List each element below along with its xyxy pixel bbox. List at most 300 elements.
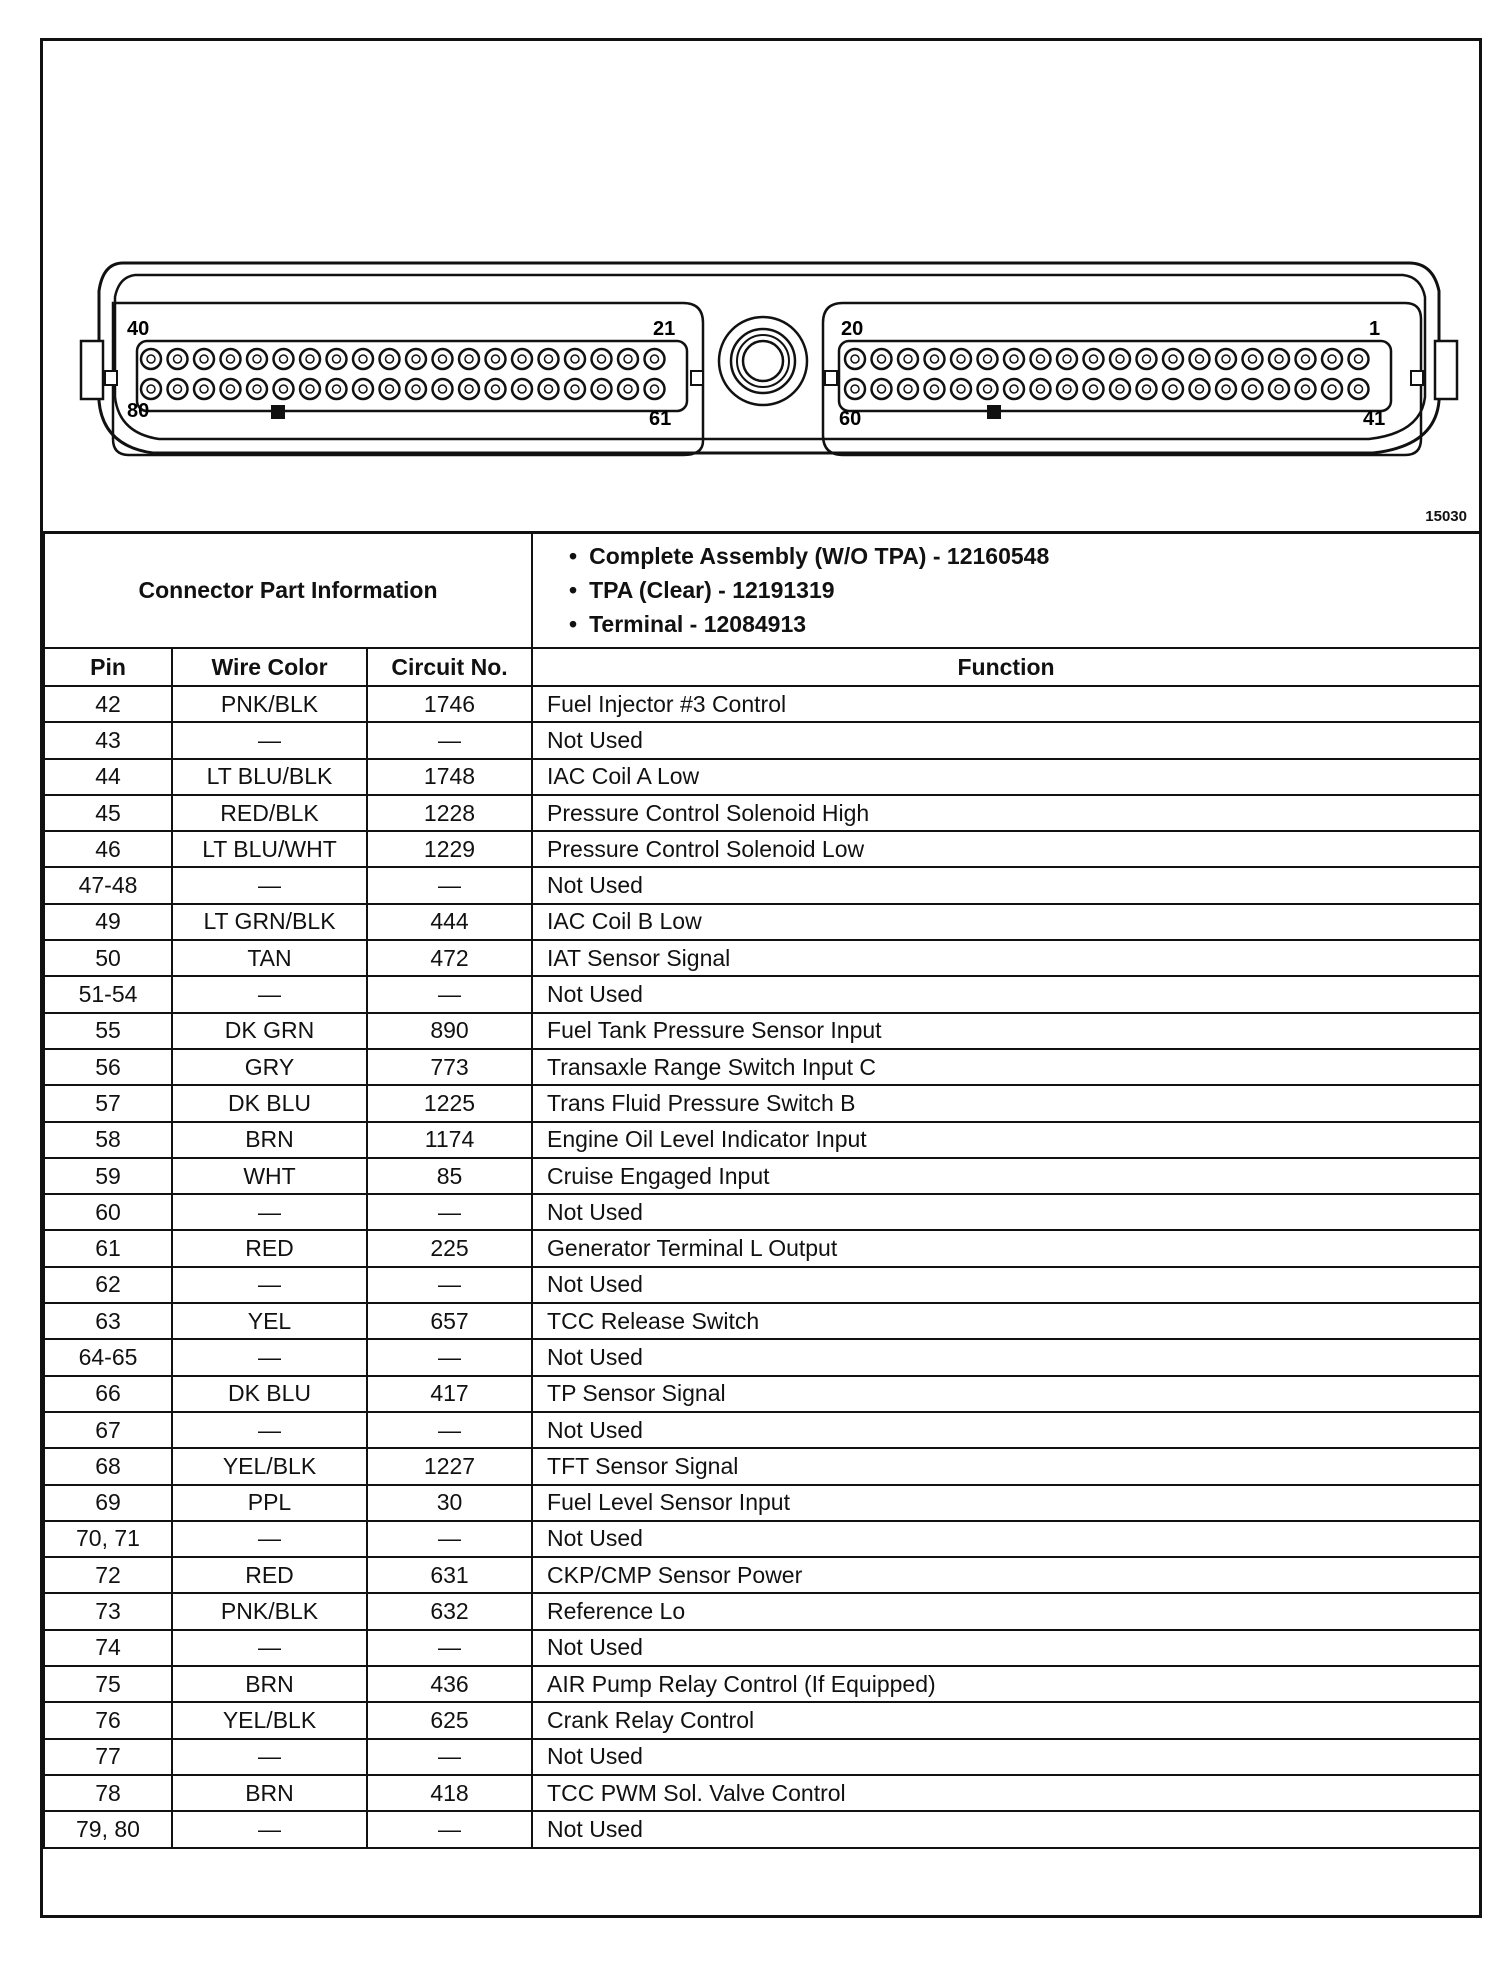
pin-hole-center (904, 385, 912, 393)
table-row (44, 1811, 1480, 1847)
pin-hole (565, 349, 585, 369)
cell-circuit: — (367, 1811, 532, 1847)
cell-function: Not Used (532, 1739, 1480, 1775)
pin-hole-center (878, 355, 886, 363)
pin-hole-center (306, 385, 314, 393)
cell-pin: 42 (44, 686, 172, 722)
pin-hole (1269, 349, 1289, 369)
cell-pin: 64-65 (44, 1339, 172, 1375)
table-row (44, 1412, 1480, 1448)
cell-wire-color: LT BLU/BLK (172, 759, 367, 795)
pin-hole-center (200, 385, 208, 393)
pin-hole (645, 349, 665, 369)
right-key-mark (987, 405, 1001, 419)
pin-hole (978, 349, 998, 369)
cell-pin: 60 (44, 1194, 172, 1230)
pin-hole (327, 379, 347, 399)
cell-wire-color: BRN (172, 1666, 367, 1702)
cell-function: Trans Fluid Pressure Switch B (532, 1085, 1480, 1121)
pin-hole (925, 379, 945, 399)
table-row (44, 1267, 1480, 1303)
pin-hole (168, 349, 188, 369)
pin-hole (592, 349, 612, 369)
pin-hole-center (984, 355, 992, 363)
cell-pin: 70, 71 (44, 1521, 172, 1557)
table-row (44, 1303, 1480, 1339)
pin-hole (433, 379, 453, 399)
cell-function: Not Used (532, 1267, 1480, 1303)
connector-info-item: • Complete Assembly (W/O TPA) - 12160548 (569, 539, 1479, 573)
pin-hole (194, 379, 214, 399)
pin-hole (459, 349, 479, 369)
pin-hole (1243, 349, 1263, 369)
pin-hole-center (1116, 355, 1124, 363)
pin-hole (951, 379, 971, 399)
cell-function: Not Used (532, 1630, 1480, 1666)
table-row (44, 1775, 1480, 1811)
pin-hole (221, 349, 241, 369)
pin-hole-center (200, 355, 208, 363)
pin-hole (872, 349, 892, 369)
right-latch (1435, 341, 1457, 399)
cell-wire-color: YEL/BLK (172, 1702, 367, 1738)
table-row (44, 759, 1480, 795)
pin-hole-center (1090, 355, 1098, 363)
connector-info-item: • TPA (Clear) - 12191319 (569, 573, 1479, 607)
pin-hole (141, 349, 161, 369)
table-row (44, 722, 1480, 758)
pin-hole-center (1063, 385, 1071, 393)
table-row (44, 1158, 1480, 1194)
cell-function: Fuel Tank Pressure Sensor Input (532, 1013, 1480, 1049)
header-function: Function (532, 648, 1480, 686)
cell-function: Not Used (532, 976, 1480, 1012)
cell-wire-color: RED (172, 1557, 367, 1593)
table-row (44, 1521, 1480, 1557)
cell-function: TFT Sensor Signal (532, 1448, 1480, 1484)
cell-wire-color: BRN (172, 1122, 367, 1158)
cell-pin: 79, 80 (44, 1811, 172, 1847)
pin-hole (380, 379, 400, 399)
table-row (44, 1013, 1480, 1049)
pin-hole-center (571, 355, 579, 363)
table-row (44, 867, 1480, 903)
pin-hole-center (465, 385, 473, 393)
pin-hole (353, 349, 373, 369)
cell-function: Transaxle Range Switch Input C (532, 1049, 1480, 1085)
pin-hole (433, 349, 453, 369)
cell-pin: 58 (44, 1122, 172, 1158)
pin-hole-center (253, 355, 261, 363)
cell-pin: 72 (44, 1557, 172, 1593)
header-pin: Pin (44, 648, 172, 686)
pin-hole-center (1063, 355, 1071, 363)
pin-hole-center (624, 355, 632, 363)
table-row (44, 1448, 1480, 1484)
pin-hole (1349, 379, 1369, 399)
pin-hole-center (306, 355, 314, 363)
pin-hole (274, 349, 294, 369)
cell-wire-color: YEL/BLK (172, 1448, 367, 1484)
cell-circuit: 417 (367, 1376, 532, 1412)
cell-function: CKP/CMP Sensor Power (532, 1557, 1480, 1593)
pin-hole-center (386, 355, 394, 363)
cell-circuit: 1227 (367, 1448, 532, 1484)
cell-pin: 51-54 (44, 976, 172, 1012)
cell-wire-color: PNK/BLK (172, 686, 367, 722)
pin-hole-center (1355, 385, 1363, 393)
cell-function: Not Used (532, 722, 1480, 758)
table-row (44, 976, 1480, 1012)
cell-function: TP Sensor Signal (532, 1376, 1480, 1412)
pin-label-40: 40 (127, 318, 150, 340)
pin-hole (300, 379, 320, 399)
pin-hole (327, 349, 347, 369)
pin-hole (1031, 349, 1051, 369)
pin-hole (1190, 349, 1210, 369)
pin-label-21: 21 (653, 318, 676, 340)
pin-hole (1163, 379, 1183, 399)
cell-wire-color: DK GRN (172, 1013, 367, 1049)
cell-circuit: — (367, 1267, 532, 1303)
pin-hole-center (1143, 385, 1151, 393)
cell-circuit: — (367, 1739, 532, 1775)
cell-wire-color: — (172, 1412, 367, 1448)
cell-circuit: 1748 (367, 759, 532, 795)
pin-hole-center (1222, 355, 1230, 363)
pin-hole-center (931, 385, 939, 393)
cell-pin: 43 (44, 722, 172, 758)
cell-circuit: 85 (367, 1158, 532, 1194)
cell-pin: 76 (44, 1702, 172, 1738)
cell-function: TCC Release Switch (532, 1303, 1480, 1339)
pin-hole (486, 349, 506, 369)
pin-hole-center (1275, 355, 1283, 363)
cell-circuit: 1229 (367, 831, 532, 867)
cell-pin: 61 (44, 1230, 172, 1266)
table-row (44, 1557, 1480, 1593)
pin-hole-center (174, 385, 182, 393)
cell-circuit: 1228 (367, 795, 532, 831)
pin-hole (459, 379, 479, 399)
pin-hole-center (1196, 385, 1204, 393)
cell-wire-color: PPL (172, 1485, 367, 1521)
pin-hole (898, 379, 918, 399)
pin-label-41: 41 (1363, 408, 1386, 430)
pin-hole (978, 379, 998, 399)
table-row (44, 1666, 1480, 1702)
pin-hole (872, 379, 892, 399)
cell-pin: 59 (44, 1158, 172, 1194)
pin-hole (274, 379, 294, 399)
cell-circuit: 773 (367, 1049, 532, 1085)
pin-hole (1322, 379, 1342, 399)
pin-hole-center (1355, 355, 1363, 363)
pinout-table (43, 531, 1481, 1849)
pin-hole (141, 379, 161, 399)
pin-hole (1163, 349, 1183, 369)
cell-circuit: 625 (367, 1702, 532, 1738)
document-frame (40, 38, 1482, 1918)
pin-hole (1296, 349, 1316, 369)
cell-circuit: — (367, 867, 532, 903)
cell-circuit: — (367, 1412, 532, 1448)
pin-hole-center (545, 355, 553, 363)
cell-function: Fuel Injector #3 Control (532, 686, 1480, 722)
cell-wire-color: LT GRN/BLK (172, 904, 367, 940)
cell-circuit: 418 (367, 1775, 532, 1811)
pin-hole-center (598, 355, 606, 363)
pin-label-80: 80 (127, 400, 150, 422)
cell-wire-color: GRY (172, 1049, 367, 1085)
cell-circuit: 632 (367, 1593, 532, 1629)
pin-hole (1296, 379, 1316, 399)
cell-function: Crank Relay Control (532, 1702, 1480, 1738)
table-row (44, 1085, 1480, 1121)
cell-pin: 67 (44, 1412, 172, 1448)
pin-hole (1269, 379, 1289, 399)
pin-hole (247, 349, 267, 369)
cell-wire-color: — (172, 1267, 367, 1303)
pin-hole (1243, 379, 1263, 399)
pin-hole-center (1249, 385, 1257, 393)
table-row (44, 1230, 1480, 1266)
pin-hole-center (492, 385, 500, 393)
pin-hole-center (518, 355, 526, 363)
cell-function: IAC Coil B Low (532, 904, 1480, 940)
cell-function: Pressure Control Solenoid High (532, 795, 1480, 831)
pin-hole-center (412, 385, 420, 393)
cell-circuit: 225 (367, 1230, 532, 1266)
pin-hole (1137, 379, 1157, 399)
pin-hole (353, 379, 373, 399)
pin-hole-center (1116, 385, 1124, 393)
pin-hole (592, 379, 612, 399)
cell-pin: 47-48 (44, 867, 172, 903)
cell-circuit: 472 (367, 940, 532, 976)
table-row (44, 1376, 1480, 1412)
pin-hole-center (1090, 385, 1098, 393)
cell-wire-color: — (172, 722, 367, 758)
cell-function: Cruise Engaged Input (532, 1158, 1480, 1194)
pin-hole-center (174, 355, 182, 363)
cell-circuit: 657 (367, 1303, 532, 1339)
pin-hole (618, 379, 638, 399)
header-wire-color: Wire Color (172, 648, 367, 686)
pin-hole-center (412, 355, 420, 363)
pin-hole-center (333, 355, 341, 363)
table-header-row (44, 648, 1480, 686)
table-row (44, 1702, 1480, 1738)
cell-wire-color: BRN (172, 1775, 367, 1811)
table-row (44, 831, 1480, 867)
pin-label-1: 1 (1369, 318, 1381, 340)
table-row (44, 1593, 1480, 1629)
pin-hole-center (147, 385, 155, 393)
pin-hole-center (1010, 355, 1018, 363)
pin-label-61: 61 (649, 408, 672, 430)
cell-pin: 66 (44, 1376, 172, 1412)
pin-hole-center (1302, 355, 1310, 363)
table-row (44, 904, 1480, 940)
cell-wire-color: — (172, 1521, 367, 1557)
pin-hole (406, 379, 426, 399)
cell-wire-color: — (172, 1194, 367, 1230)
cell-function: Not Used (532, 1194, 1480, 1230)
pin-hole-center (280, 355, 288, 363)
pin-hole-center (957, 385, 965, 393)
cell-wire-color: RED/BLK (172, 795, 367, 831)
pin-hole (300, 349, 320, 369)
pin-hole (1084, 349, 1104, 369)
table-row (44, 1194, 1480, 1230)
cell-pin: 68 (44, 1448, 172, 1484)
figure-id: 15030 (1425, 508, 1467, 525)
cell-wire-color: DK BLU (172, 1085, 367, 1121)
pin-hole (512, 379, 532, 399)
table-row (44, 1122, 1480, 1158)
cell-pin: 78 (44, 1775, 172, 1811)
pin-hole-center (1169, 385, 1177, 393)
cell-function: Not Used (532, 1811, 1480, 1847)
cell-pin: 74 (44, 1630, 172, 1666)
pin-hole-center (1037, 355, 1045, 363)
table-row (44, 1630, 1480, 1666)
pin-hole-center (359, 355, 367, 363)
pin-hole (247, 379, 267, 399)
cell-wire-color: — (172, 976, 367, 1012)
pin-hole-center (1328, 385, 1336, 393)
cell-pin: 77 (44, 1739, 172, 1775)
header-circuit: Circuit No. (367, 648, 532, 686)
cell-circuit: 631 (367, 1557, 532, 1593)
pin-hole (1349, 349, 1369, 369)
pin-hole (1084, 379, 1104, 399)
connector-info-label: Connector Part Information (44, 532, 532, 648)
cell-pin: 75 (44, 1666, 172, 1702)
cell-function: Pressure Control Solenoid Low (532, 831, 1480, 867)
pin-hole (1216, 379, 1236, 399)
cell-pin: 46 (44, 831, 172, 867)
pin-hole-center (333, 385, 341, 393)
pin-hole-center (851, 355, 859, 363)
pin-hole-center (1037, 385, 1045, 393)
pin-hole-center (386, 385, 394, 393)
cell-circuit: — (367, 1630, 532, 1666)
pin-hole (539, 379, 559, 399)
cell-pin: 62 (44, 1267, 172, 1303)
table-row (44, 940, 1480, 976)
connector-info-row (44, 532, 1480, 648)
cell-wire-color: DK BLU (172, 1376, 367, 1412)
cell-function: Not Used (532, 867, 1480, 903)
pin-hole (1137, 349, 1157, 369)
pin-hole-center (1275, 385, 1283, 393)
pin-hole (194, 349, 214, 369)
pin-hole-center (1249, 355, 1257, 363)
cell-function: TCC PWM Sol. Valve Control (532, 1775, 1480, 1811)
pin-hole-center (439, 385, 447, 393)
cell-circuit: — (367, 976, 532, 1012)
pin-hole-center (931, 355, 939, 363)
cell-circuit: 444 (367, 904, 532, 940)
cell-pin: 69 (44, 1485, 172, 1521)
pin-hole-center (1328, 355, 1336, 363)
cell-wire-color: WHT (172, 1158, 367, 1194)
pin-hole-center (1143, 355, 1151, 363)
cell-pin: 56 (44, 1049, 172, 1085)
cell-circuit: — (367, 1339, 532, 1375)
pin-hole-center (984, 385, 992, 393)
pin-hole-center (227, 385, 235, 393)
pin-hole-center (1010, 385, 1018, 393)
cell-function: IAC Coil A Low (532, 759, 1480, 795)
pin-hole-center (227, 355, 235, 363)
connector-info-item: • Terminal - 12084913 (569, 607, 1479, 641)
table-row (44, 1485, 1480, 1521)
cell-wire-color: RED (172, 1230, 367, 1266)
pin-hole (951, 349, 971, 369)
pin-hole (1004, 379, 1024, 399)
cell-pin: 73 (44, 1593, 172, 1629)
pin-label-20: 20 (841, 318, 864, 340)
connector-housing-inner (115, 275, 1425, 439)
pin-hole-center (957, 355, 965, 363)
pin-hole-center (651, 355, 659, 363)
cell-pin: 49 (44, 904, 172, 940)
pin-hole-center (878, 385, 886, 393)
pin-hole-center (1302, 385, 1310, 393)
pin-hole (1322, 349, 1342, 369)
pin-hole-center (147, 355, 155, 363)
pin-hole (845, 349, 865, 369)
cell-function: Fuel Level Sensor Input (532, 1485, 1480, 1521)
cell-wire-color: — (172, 1811, 367, 1847)
pin-hole (645, 379, 665, 399)
pin-hole-center (1196, 355, 1204, 363)
pin-hole (512, 349, 532, 369)
pin-hole-center (518, 385, 526, 393)
pin-hole (1031, 379, 1051, 399)
pin-hole-center (1222, 385, 1230, 393)
cell-wire-color: LT BLU/WHT (172, 831, 367, 867)
pin-hole-center (598, 385, 606, 393)
pin-hole-center (253, 385, 261, 393)
cell-function: Generator Terminal L Output (532, 1230, 1480, 1266)
cell-circuit: — (367, 1194, 532, 1230)
cell-circuit: 890 (367, 1013, 532, 1049)
connector-info-list (532, 532, 1480, 648)
pin-hole (380, 349, 400, 369)
cell-function: AIR Pump Relay Control (If Equipped) (532, 1666, 1480, 1702)
pin-hole-center (545, 385, 553, 393)
cell-function: Not Used (532, 1521, 1480, 1557)
pin-hole (1110, 379, 1130, 399)
pin-hole (1190, 379, 1210, 399)
cell-pin: 55 (44, 1013, 172, 1049)
pin-hole (1216, 349, 1236, 369)
pin-hole (486, 379, 506, 399)
pin-hole-center (624, 385, 632, 393)
cell-wire-color: — (172, 1739, 367, 1775)
pin-hole-center (851, 385, 859, 393)
pin-hole-center (359, 385, 367, 393)
pin-hole (898, 349, 918, 369)
pin-hole-center (651, 385, 659, 393)
pin-hole (565, 379, 585, 399)
pin-hole (539, 349, 559, 369)
pin-hole (1004, 349, 1024, 369)
